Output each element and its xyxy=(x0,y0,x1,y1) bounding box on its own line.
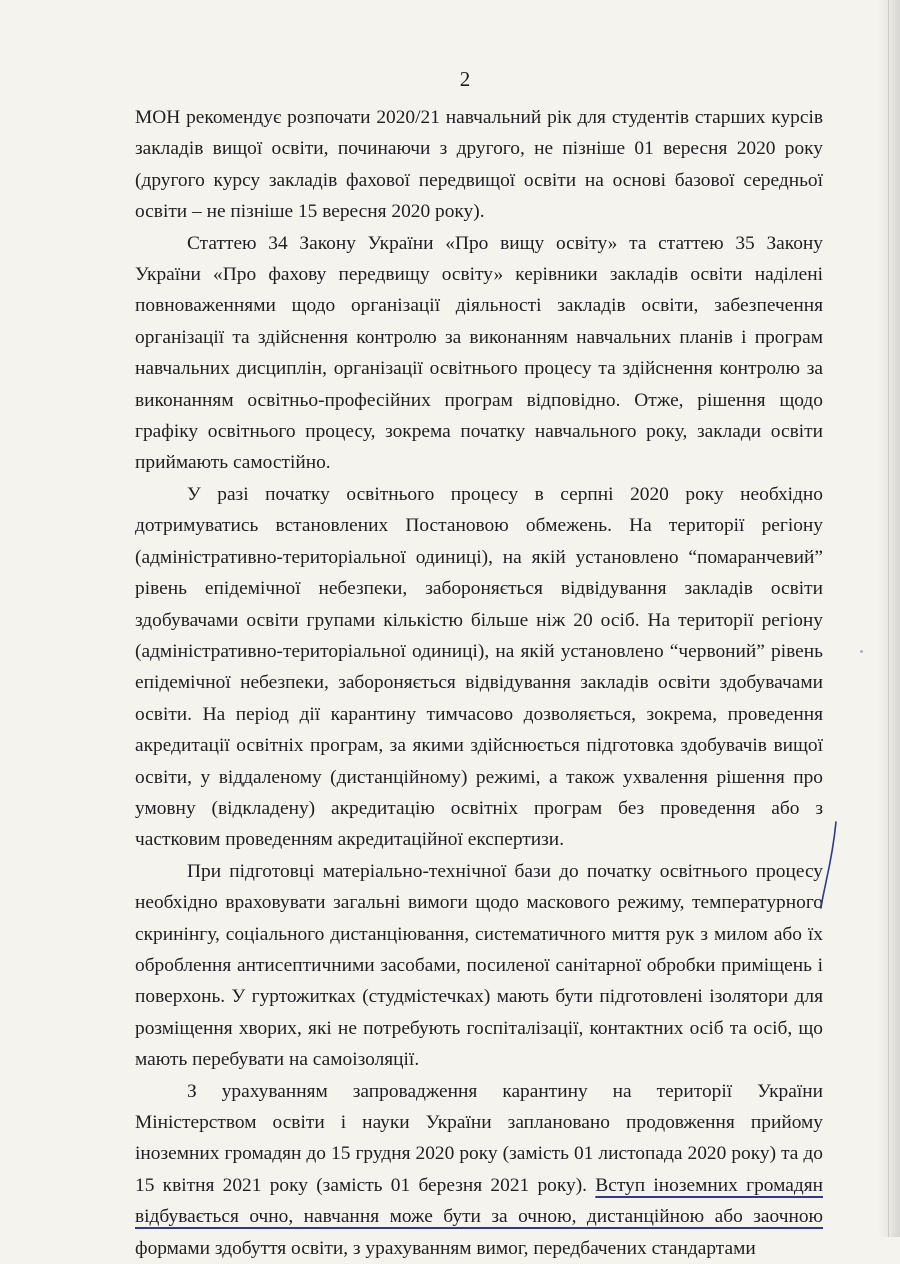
handwritten-underline-passage: Вступ іноземних громадян відбувається очно, навчання може бути за очною, дистанційною або заочною xyxy=(135,1174,823,1228)
paragraph-legal-basis: Статтею 34 Закону України «Про вищу освіту» та статтею 35 Закону України «Про фахову передвищу освіту» керівники закладів освіти наділені повноваженнями щодо організації діяльності закладів освіти, забезпечення організації та здійснення контролю за виконанням навчальних планів і програм навчальних дисциплін, організації освітнього процесу та здійснення контролю за виконанням освітньо-професійних програм відповідно. Отже, рішення щодо графіку освітнього процесу, зокрема початку навчального року, заклади освіти приймають самостійно. xyxy=(135,232,823,474)
paragraph-semester-start: МОН рекомендує розпочати 2020/21 навчальний рік для студентів старших курсів закладів вищої освіти, починаючи з другого, не пізніше 01 вересня 2020 року (другого курсу закладів фахової передвищої освіти на основі базової середньої освіти – не пізніше 15 вересня 2020 року). xyxy=(135,107,823,223)
handwritten-margin-mark xyxy=(812,820,852,912)
scan-speck xyxy=(416,770,418,772)
scan-speck xyxy=(860,650,863,653)
paragraph-foreign-students xyxy=(135,1076,823,1264)
document-body xyxy=(135,102,823,1264)
paper-shadow xyxy=(878,0,900,1237)
page-number: 2 xyxy=(459,67,471,91)
foreign-students-text-start: З урахуванням запровадження карантину на території України Міністерством освіти і науки України заплановано продовження прийому іноземних громадян до 15 грудня 2020 року (замість 01 листопада 2020 року) та до 15 квітня 2021 року (замість 01 березня 2021 року). xyxy=(135,1080,823,1196)
paragraph-sanitary-requirements: При підготовці матеріально-технічної бази до початку освітнього процесу необхідно враховувати загальні вимоги щодо маскового режиму, температурного скринінгу, соціального дистанціювання, систематичного миття рук з милом або їх оброблення антисептичними засобами, посиленої санітарної обробки приміщень і поверхонь. У гуртожитках (студмістечках) мають бути підготовлені ізолятори для розміщення хворих, які не потребують госпіталізації, контактних осіб та осіб, що мають перебувати на самоізоляції. xyxy=(135,860,823,1071)
foreign-students-text-end: формами здобуття освіти, з урахуванням вимог, передбачених стандартами xyxy=(135,1237,756,1259)
paragraph-restrictions: У разі початку освітнього процесу в серпні 2020 року необхідно дотримуватись встановлених Постановою обмежень. На території регіону (адміністративно-територіальної одиниці), на якій установлено “помаранчевий” рівень епідемічної небезпеки, забороняється відвідування закладів освіти здобувачами освіти групами кількістю більше ніж 20 осіб. На території регіону (адміністративно-територіальної одиниці), на якій установлено “червоний” рівень епідемічної небезпеки, забороняється відвідування закладів освіти здобувачами освіти. На період дії карантину тимчасово дозволяється, зокрема, проведення акредитації освітніх програм, за якими здійснюється підготовка здобувачів вищої освіти, у віддаленому (дистанційному) режимі, а також ухвалення рішення про умовну (відкладену) акредитацію освітніх програм без проведення або з частковим проведенням акредитаційної експертизи. xyxy=(135,483,823,851)
margin-pen-stroke xyxy=(821,822,836,908)
